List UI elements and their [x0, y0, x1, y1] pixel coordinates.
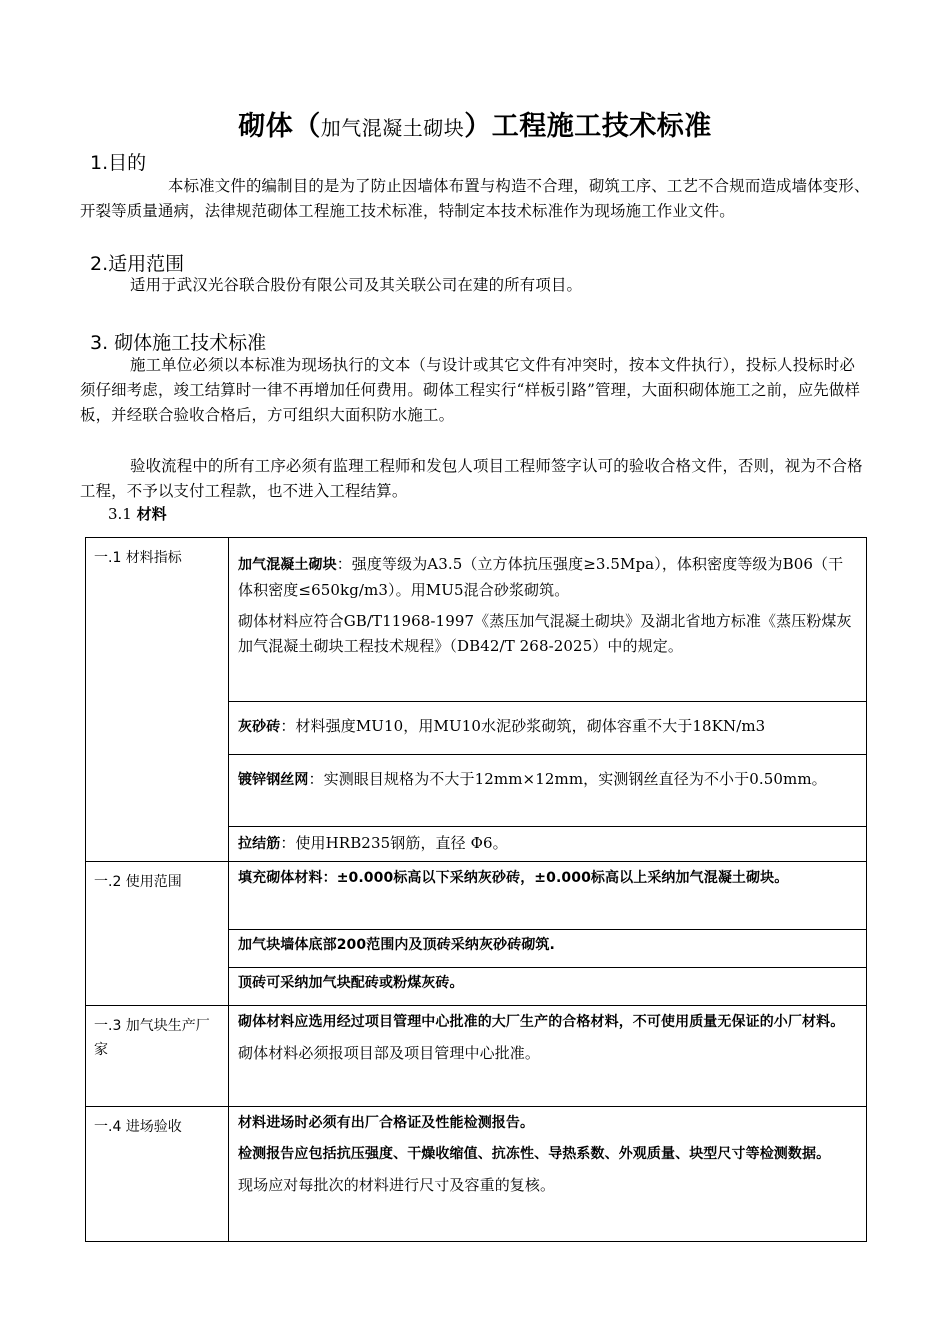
- subsection-label: 材料: [136, 505, 167, 523]
- tie-bar-spec: ：使用HRB235钢筋，直径 Φ6。: [280, 834, 508, 852]
- table-row: [86, 1107, 867, 1242]
- section-3-paragraph-1: 施工单位必须以本标准为现场执行的文本（与设计或其它文件有冲突时，按本文件执行），投标人投标时必须仔细考虑，竣工结算时一律不再增加任何费用。砌体工程实行“样板引路”管理，大面积砌体施工之前，应先做样板，并经联合验收合格后，方可组织大面积防水施工。: [80, 356, 861, 424]
- table-cell: [229, 1107, 867, 1242]
- table-row: [86, 1006, 867, 1107]
- lime-sand-brick-spec: ：材料强度MU10，用MU10水泥砂浆砌筑，砌体容重不大于18KN/m3: [280, 717, 766, 735]
- title-part-a: 砌体（: [238, 111, 321, 142]
- section-2-paragraph: 适用于武汉光谷联合股份有限公司及其关联公司在建的所有项目。: [130, 276, 583, 294]
- materials-table: [85, 537, 867, 1242]
- row-label-manufacturer: 一.3 加气块生产厂家: [86, 1006, 229, 1107]
- usage-bottom-200: 加气块墙体底部200范围内及顶砖采纳灰砂砖砌筑.: [238, 937, 555, 953]
- title-subtitle: 加气混凝土砌块: [320, 116, 465, 140]
- acceptance-recheck: 现场应对每批次的材料进行尺寸及容重的复核。: [238, 1176, 556, 1194]
- table-cell: [229, 862, 867, 930]
- subsection-3-1-heading: [108, 503, 167, 524]
- table-cell: [229, 538, 867, 702]
- standard-reference: 砌体材料应符合GB/T11968-1997《蒸压加气混凝土砌块》及湖北省地方标准《蒸压粉煤灰加气混凝土砌块工程技术规程》（DB42/T 268-2025）中的规定。: [238, 612, 852, 655]
- subsection-number: 3.1: [108, 505, 137, 523]
- table-cell: [229, 755, 867, 827]
- section-1-paragraph: 本标准文件的编制目的是为了防止因墙体布置与构造不合理，砌筑工序、工艺不合规而造成墙体变形、开裂等质量通病，法律规范砌体工程施工技术标准，特制定本技术标准作为现场施工作业文件。: [80, 177, 870, 220]
- keyword-aac-block: 加气混凝土砌块: [238, 557, 337, 573]
- table-cell: [229, 702, 867, 755]
- keyword-wire-mesh: 镀锌钢丝网: [238, 772, 309, 788]
- row-label-site-acceptance: 一.4 进场验收: [86, 1107, 229, 1242]
- usage-infill-material: 填充砌体材料：±0.000标高以下采纳灰砂砖，±0.000标高以上采纳加气混凝土砌块。: [238, 870, 789, 886]
- section-2-heading: 2.适用范围: [90, 253, 185, 275]
- table-cell: [229, 827, 867, 862]
- row-label-material-index: 一.1 材料指标: [86, 538, 229, 862]
- keyword-lime-sand-brick: 灰砂砖: [238, 719, 281, 735]
- document-title: [0, 104, 950, 143]
- section-3-paragraph-2: 验收流程中的所有工序必须有监理工程师和发包人项目工程师签字认可的验收合格文件，否则，视为不合格工程，不予以支付工程款，也不进入工程结算。: [80, 457, 863, 500]
- wire-mesh-spec: ：实测眼目规格为不大于12mm×12mm，实测钢丝直径为不小于0.50mm。: [308, 770, 827, 788]
- section-3-heading: 3. 砌体施工技术标准: [90, 332, 267, 354]
- table-cell: [229, 968, 867, 1006]
- manufacturer-requirement: 砌体材料应选用经过项目管理中心批准的大厂生产的合格材料，不可使用质量无保证的小厂材料。: [238, 1014, 845, 1030]
- acceptance-certificate: 材料进场时必须有出厂合格证及性能检测报告。: [238, 1115, 535, 1131]
- manufacturer-approval: 砌体材料必须报项目部及项目管理中心批准。: [238, 1044, 541, 1062]
- row-label-usage-scope: 一.2 使用范围: [86, 862, 229, 1006]
- aac-block-spec: ：强度等级为A3.5（立方体抗压强度≥3.5Mpa），体积密度等级为B06（干体积密度≤650kg/m3）。用MU5混合砂浆砌筑。: [238, 555, 844, 599]
- table-cell: [229, 1006, 867, 1107]
- table-row: [86, 538, 867, 702]
- title-part-b: ）工程施工技术标准: [464, 111, 712, 142]
- table-cell: [229, 930, 867, 968]
- keyword-tie-bar: 拉结筋: [238, 836, 281, 852]
- usage-top-brick: 顶砖可采纳加气块配砖或粉煤灰砖。: [238, 975, 464, 991]
- table-row: [86, 862, 867, 930]
- acceptance-test-report: 检测报告应包括抗压强度、干燥收缩值、抗冻性、导热系数、外观质量、块型尺寸等检测数据。: [238, 1146, 831, 1162]
- section-1-heading: 1.目的: [90, 152, 147, 174]
